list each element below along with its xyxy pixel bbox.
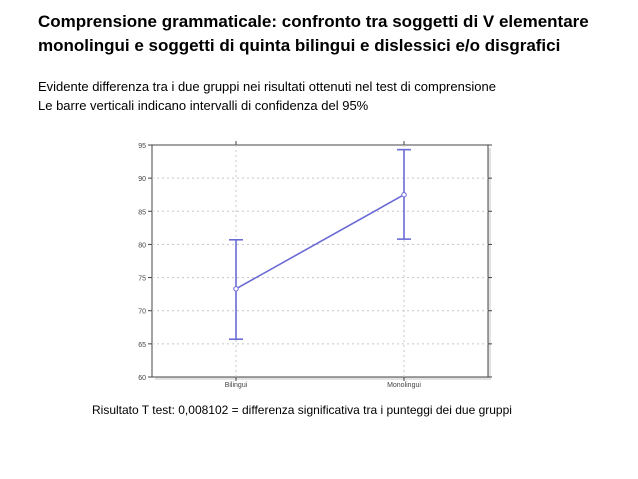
means-plot [122, 134, 497, 390]
slide-subtitle [38, 77, 628, 115]
x-tick-label: Bilingui [224, 382, 248, 389]
mean-point [234, 287, 238, 291]
y-tick-label: 95 [138, 143, 146, 150]
mean-point [402, 193, 406, 197]
slide-title [38, 10, 628, 58]
chart-panel [122, 134, 497, 390]
title-line-2: monolingui e soggetti di quinta bilingui e dislessici e/o disgrafici [38, 36, 561, 55]
plot-frame [152, 145, 488, 377]
y-tick-label: 75 [138, 275, 146, 283]
y-tick-label: 80 [138, 242, 146, 250]
y-tick-label: 90 [138, 176, 146, 184]
y-tick-label: 85 [138, 209, 146, 217]
subtitle-line-1: Evidente differenza tra i due gruppi nei risultati ottenuti nel test di comprensione [38, 79, 496, 94]
title-line-1: Comprensione grammaticale: confronto tra soggetti di V elementare [38, 12, 589, 31]
x-tick-label: Monolingui [387, 382, 421, 389]
y-tick-label: 65 [138, 341, 146, 349]
subtitle-line-2: Le barre verticali indicano intervalli di confidenza del 95% [38, 98, 369, 113]
y-tick-label: 60 [138, 375, 146, 382]
y-tick-label: 70 [138, 308, 146, 316]
t-test-result: Risultato T test: 0,008102 = differenza significativa tra i punteggi dei due gruppi [92, 403, 512, 417]
